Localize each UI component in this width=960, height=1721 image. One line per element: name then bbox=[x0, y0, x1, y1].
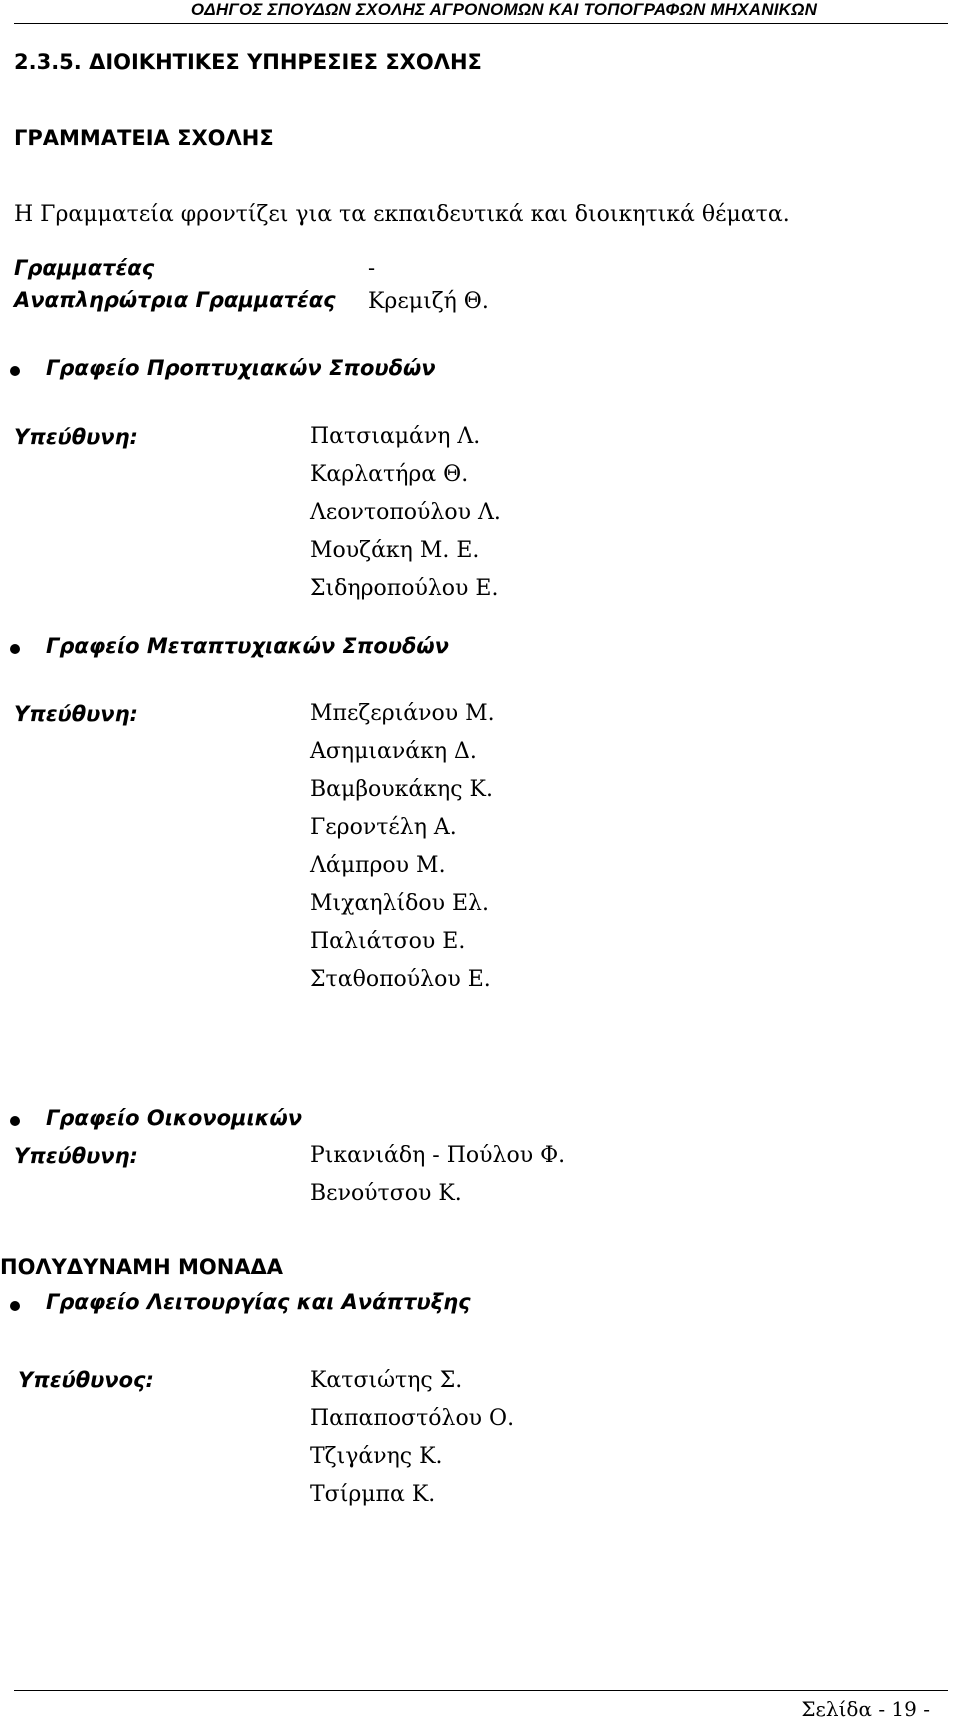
list-item: Κατσιώτης Σ. bbox=[310, 1368, 463, 1393]
list-item: Ρικανιάδη - Πούλου Φ. bbox=[310, 1143, 566, 1168]
list-item: Βαμβουκάκης Κ. bbox=[310, 777, 493, 802]
list-item: Σταθοπούλου Ε. bbox=[310, 967, 491, 992]
list-item: Σιδηροπούλου Ε. bbox=[310, 576, 499, 601]
list-item: Ασημιανάκη Δ. bbox=[310, 739, 477, 764]
list-item: Βενούτσου Κ. bbox=[310, 1181, 462, 1206]
finance-staff-list bbox=[310, 1137, 565, 1213]
secretariat-heading: ΓΡΑΜΜΑΤΕΙΑ ΣΧΟΛΗΣ bbox=[14, 126, 274, 150]
bullet-icon bbox=[10, 366, 20, 376]
secretary-value: - bbox=[368, 256, 376, 280]
list-item: Παλιάτσου Ε. bbox=[310, 929, 466, 954]
bullet-icon bbox=[10, 1116, 20, 1126]
list-item: Παπαποστόλου Ο. bbox=[310, 1406, 515, 1431]
finance-office-title: Γραφείο Οικονομικών bbox=[46, 1106, 303, 1130]
postgrad-office-title: Γραφείο Μεταπτυχιακών Σπουδών bbox=[46, 634, 449, 658]
operations-staff-list bbox=[310, 1362, 514, 1514]
list-item: Λεοντοπούλου Λ. bbox=[310, 500, 501, 525]
intro-paragraph: Η Γραμματεία φροντίζει για τα εκπαιδευτικά και διοικητικά θέματα. bbox=[14, 202, 790, 227]
operations-office-title: Γραφείο Λειτουργίας και Ανάπτυξης bbox=[46, 1290, 471, 1314]
list-item: Καρλατήρα Θ. bbox=[310, 462, 469, 487]
list-item: Τσίρμπα Κ. bbox=[310, 1482, 436, 1507]
undergrad-staff-list bbox=[310, 418, 501, 608]
header-rule bbox=[14, 23, 948, 24]
page-number: Σελίδα - 19 - bbox=[801, 1697, 930, 1721]
bullet-icon bbox=[10, 1301, 20, 1311]
section-heading: 2.3.5. ΔΙΟΙΚΗΤΙΚΕΣ ΥΠΗΡΕΣΙΕΣ ΣΧΟΛΗΣ bbox=[14, 50, 482, 74]
list-item: Μπεζεριάνου Μ. bbox=[310, 701, 495, 726]
list-item: Μιχαηλίδου Ελ. bbox=[310, 891, 489, 916]
list-item: Γεροντέλη Α. bbox=[310, 815, 457, 840]
postgrad-responsible-label: Υπεύθυνη: bbox=[14, 702, 138, 726]
postgrad-staff-list bbox=[310, 695, 495, 999]
undergrad-responsible-label: Υπεύθυνη: bbox=[14, 425, 138, 449]
list-item: Λάμπρου Μ. bbox=[310, 853, 446, 878]
finance-responsible-label: Υπεύθυνη: bbox=[14, 1144, 138, 1168]
undergrad-office-title: Γραφείο Προπτυχιακών Σπουδών bbox=[46, 356, 436, 380]
footer-rule bbox=[14, 1690, 948, 1691]
list-item: Μουζάκη Μ. Ε. bbox=[310, 538, 480, 563]
deputy-secretary-value: Κρεμιζή Θ. bbox=[368, 289, 489, 314]
multidynamic-unit-heading: ΠΟΛΥΔΥΝΑΜΗ ΜΟΝΑΔΑ bbox=[0, 1255, 284, 1279]
secretary-label: Γραμματέας bbox=[14, 256, 155, 280]
running-header-title: ΟΔΗΓΟΣ ΣΠΟΥΔΩΝ ΣΧΟΛΗΣ ΑΓΡΟΝΟΜΩΝ ΚΑΙ ΤΟΠΟΓΡΑΦΩΝ ΜΗΧΑΝΙΚΩΝ bbox=[190, 0, 818, 19]
deputy-secretary-label: Αναπληρώτρια Γραμματέας bbox=[14, 288, 336, 312]
list-item: Τζιγάνης Κ. bbox=[310, 1444, 443, 1469]
operations-responsible-label: Υπεύθυνος: bbox=[18, 1368, 154, 1392]
bullet-icon bbox=[10, 644, 20, 654]
list-item: Πατσιαμάνη Λ. bbox=[310, 424, 481, 449]
